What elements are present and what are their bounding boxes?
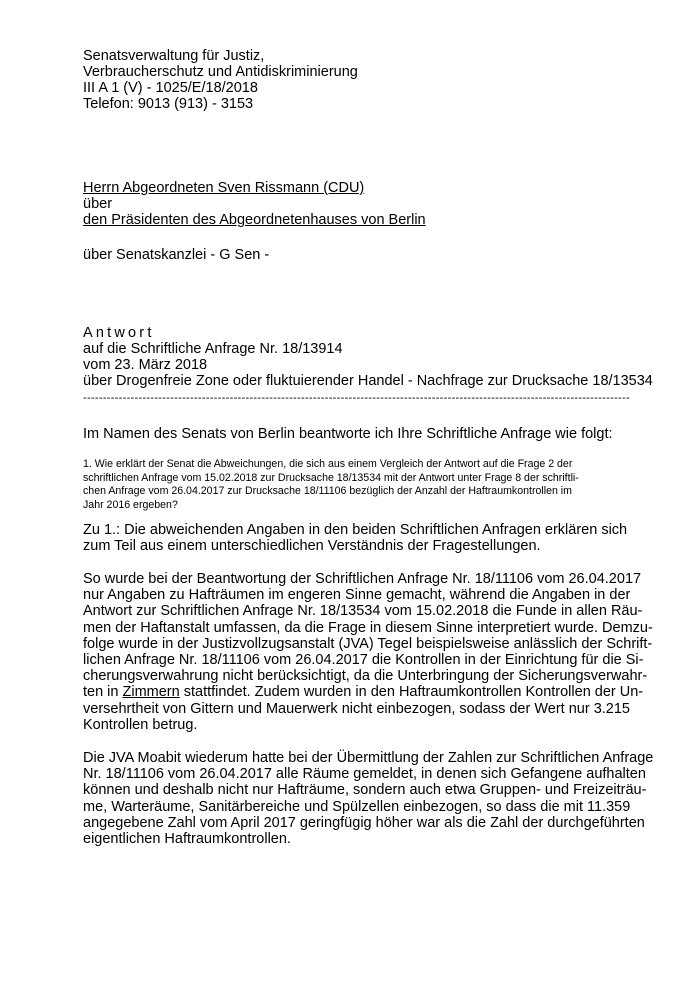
answer-line: Antwort zur Schriftlichen Anfrage Nr. 18/13534 vom 15.02.2018 die Funde in allen Räu-	[83, 603, 643, 620]
recipient-president	[83, 212, 643, 228]
routing-block	[83, 247, 643, 263]
recipient-block	[83, 180, 643, 228]
question-block	[83, 458, 643, 512]
answer-line: So wurde bei der Beantwortung der Schriftlichen Anfrage Nr. 18/11106 vom 26.04.2017	[83, 571, 642, 587]
answer-line: eigentlichen Haftraumkontrollen.	[83, 831, 291, 848]
answer-line-with-underline	[83, 684, 643, 700]
answer-line-part: ten in	[83, 684, 123, 701]
recipient-addressee	[83, 180, 643, 196]
answer-line: me, Warteräume, Sanitärbereiche und Spülzellen einbezogen, so dass die mit 11.359	[83, 798, 631, 815]
intro-block	[83, 426, 643, 442]
answer-line: Zu 1.: Die abweichenden Angaben in den beiden Schriftlichen Anfragen erklären sich	[83, 522, 628, 538]
recipient-via: über	[83, 196, 113, 212]
sender-line: Senatsverwaltung für Justiz,	[83, 48, 265, 64]
sender-line: III A 1 (V) - 1025/E/18/2018	[83, 80, 258, 96]
answer-line: men der Haftanstalt umfassen, da die Frage in diesem Sinne interpretiert wurde. Demzu-	[83, 619, 653, 636]
question-line: schriftlichen Anfrage vom 15.02.2018 zur Drucksache 18/13534 mit der Antwort unter Frage 8 der schriftli-	[83, 471, 579, 484]
recipient-addressee-text: Herrn Abgeordneten Sven Rissmann (CDU)	[83, 180, 365, 196]
routing-line: über Senatskanzlei - G Sen -	[83, 247, 270, 263]
answer-line: Nr. 18/11106 vom 26.04.2017 alle Räume gemeldet, in denen sich Gefangene aufhalten	[83, 766, 646, 783]
subject-block	[83, 325, 653, 389]
sender-line: Telefon: 9013 (913) - 3153	[83, 96, 254, 112]
subject-inquiry: auf die Schriftliche Anfrage Nr. 18/13914	[83, 341, 343, 357]
question-line: 1. Wie erklärt der Senat die Abweichungen, die sich aus einem Vergleich der Antwort auf die Frage 2 der	[83, 458, 573, 470]
answer-line-part: stattfindet. Zudem wurden in den Haftraumkontrollen Kontrollen der Un-	[179, 684, 644, 701]
answer-line: nur Angaben zu Hafträumen im engeren Sinne gemacht, während die Angaben in der	[83, 587, 631, 604]
answer-line: Kontrollen betrug.	[83, 716, 198, 733]
sender-line: Verbraucherschutz und Antidiskriminierung	[83, 64, 358, 80]
sender-block	[83, 48, 643, 112]
answer-paragraph-2	[83, 571, 653, 733]
answer-line: lichen Anfrage Nr. 18/11106 vom 26.04.2017 die Kontrollen in der Einrichtung für die Si-	[83, 652, 644, 669]
answer-line: können und deshalb nicht nur Hafträume, sondern auch etwa Gruppen- und Freizeiträu-	[83, 782, 647, 799]
separator-line: ------------------------------------------------------------------------------------------------------------------------------------------	[83, 392, 630, 404]
answer-line: versehrtheit von Gittern und Mauerwerk nicht einbezogen, sodass der Wert nur 3.215	[83, 700, 630, 717]
answer-line: folge wurde in der Justizvollzugsanstalt (JVA) Tegel beispielsweise anlässlich der Schrift-	[83, 635, 653, 652]
answer-line: angegebene Zahl vom April 2017 geringfügig höher war als die Zahl der durchgeführten	[83, 814, 645, 831]
answer-paragraph-1	[83, 522, 643, 554]
answer-line: zum Teil aus einem unterschiedlichen Verständnis der Fragestellungen.	[83, 538, 541, 555]
subject-date: vom 23. März 2018	[83, 357, 208, 373]
underlined-word: Zimmern	[122, 684, 180, 701]
answer-paragraph-3	[83, 750, 654, 848]
answer-line: cherungsverwahrung nicht berücksichtigt, da die Unterbringung der Sicherungsverwahr-	[83, 668, 648, 685]
recipient-president-text: den Präsidenten des Abgeordnetenhauses von Berlin	[83, 212, 426, 228]
subject-topic: über Drogenfreie Zone oder fluktuierender Handel - Nachfrage zur Drucksache 18/13534	[83, 373, 653, 389]
intro-text: Im Namen des Senats von Berlin beantworte ich Ihre Schriftliche Anfrage wie folgt:	[83, 426, 613, 442]
question-line: chen Anfrage vom 26.04.2017 zur Drucksache 18/11106 bezüglich der Anzahl der Haftraumkontrollen im	[83, 485, 572, 497]
question-line: Jahr 2016 ergeben?	[83, 498, 178, 511]
subject-heading: Antwort	[83, 325, 155, 341]
answer-line: Die JVA Moabit wiederum hatte bei der Übermittlung der Zahlen zur Schriftlichen Anfrage	[83, 750, 654, 766]
